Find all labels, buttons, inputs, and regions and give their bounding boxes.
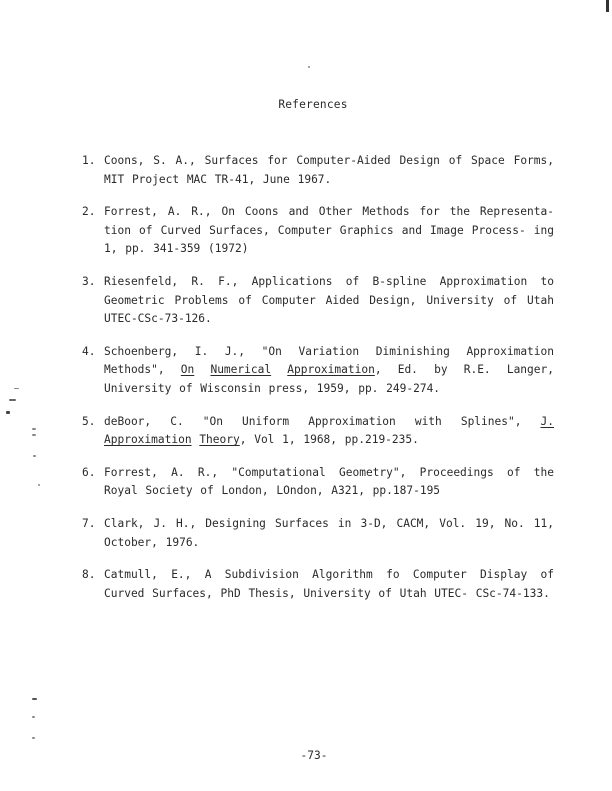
reference-item — [82, 515, 554, 552]
reference-text: Forrest, A. R., On Coons and Other Methods for the Representa- tion of Curved Surfaces, Computer Graphics and Image Process- ing 1, pp. 341-359 (1972) — [104, 205, 554, 256]
references-heading: References — [278, 98, 348, 111]
reference-text-segment: , Vol 1, 1968, pp.219-235. — [239, 433, 419, 447]
underlined-title-word: J. — [540, 414, 554, 428]
scan-speck — [308, 66, 310, 68]
page-number: -73- — [300, 749, 328, 762]
underlined-title-word: On — [180, 363, 195, 377]
scan-edge-mark — [606, 0, 609, 12]
reference-text: Catmull, E., A Subdivision Algorithm fo Computer Display of Curved Surfaces, PhD Thesis, University of Utah UTEC- CSc-74-133. — [104, 568, 554, 600]
reference-text-segment — [271, 363, 287, 376]
reference-number: 4. — [82, 344, 96, 358]
scan-speck — [33, 455, 36, 457]
reference-item — [82, 566, 554, 603]
reference-item — [82, 273, 554, 329]
reference-text-segment: Schoenberg, I. J., "On Variation Diminishing Approximation Methods", — [104, 344, 554, 377]
underlined-title-word: Theory — [199, 433, 240, 447]
reference-item — [82, 343, 554, 399]
scan-speck — [32, 737, 35, 739]
reference-number: 8. — [82, 568, 96, 582]
scan-speck — [9, 399, 16, 401]
reference-text: Forrest, A. R., "Computational Geometry", Proceedings of the Royal Society of London, LOndon, A321, pp.187-195 — [104, 465, 554, 498]
reference-number: 2. — [82, 205, 96, 219]
reference-text: Riesenfeld, R. F., Applications of B-spline Approximation to Geometric Problems of Computer Aided Design, University of Utah UTEC-CSc-73-126. — [104, 274, 554, 326]
reference-item — [82, 203, 554, 259]
reference-item — [82, 464, 554, 501]
reference-text: Clark, J. H., Designing Surfaces in 3-D, CACM, Vol. 19, No. 11, October, 1976. — [104, 516, 554, 549]
scan-speck — [32, 434, 36, 436]
reference-text — [104, 345, 554, 395]
underlined-title-word: Numerical — [210, 363, 272, 377]
reference-number: 1. — [82, 154, 96, 167]
reference-text-segment: deBoor, C. "On Uniform Approximation with Splines", — [104, 414, 541, 428]
underlined-title-word: Approximation — [287, 363, 375, 377]
scan-speck — [6, 411, 10, 414]
reference-list — [82, 152, 554, 617]
scan-speck — [32, 428, 36, 430]
scan-speck — [14, 388, 19, 389]
scan-speck — [32, 716, 35, 718]
reference-text-segment — [194, 363, 210, 376]
reference-number: 3. — [82, 274, 96, 288]
reference-text — [104, 415, 554, 447]
underlined-title-word: Approximation — [104, 433, 192, 447]
reference-item — [82, 413, 554, 450]
reference-text-segment: , Ed. by R.E. Langer, University of Wisconsin press, 1959, pp. 249-274. — [104, 363, 554, 395]
scan-speck — [32, 698, 37, 700]
reference-number: 6. — [82, 465, 96, 479]
reference-text: Coons, S. A., Surfaces for Computer-Aided Design of Space Forms, MIT Project MAC TR-41, June 1967. — [104, 154, 554, 186]
reference-number: 5. — [82, 414, 96, 428]
reference-number: 7. — [82, 516, 96, 530]
scan-speck — [38, 484, 40, 486]
reference-item — [82, 152, 554, 189]
